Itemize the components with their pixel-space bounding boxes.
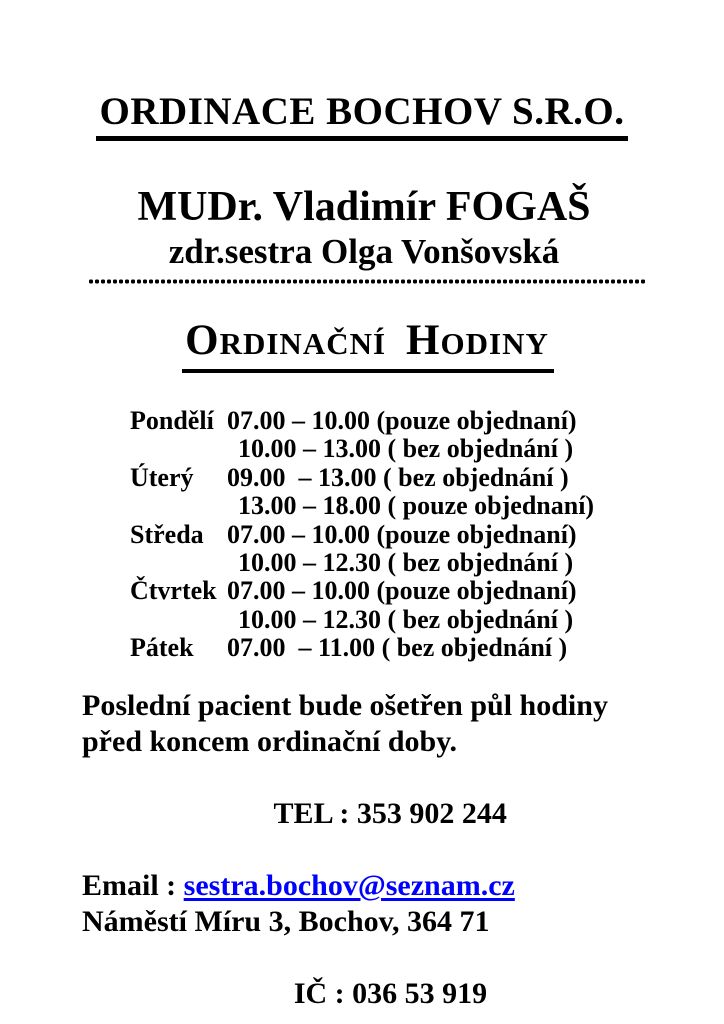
page-title: [0, 92, 724, 141]
hours-heading: [0, 317, 724, 373]
schedule-row: [130, 577, 594, 605]
schedule-day: Čtvrtek: [130, 576, 217, 606]
schedule-row: [130, 634, 594, 662]
hours-heading-text: [182, 317, 554, 373]
schedule-row: [130, 407, 594, 435]
doctor-name: MUDr. Vladimír FOGAŠ: [137, 184, 591, 230]
heading-part: H: [406, 317, 441, 364]
email-line: [82, 868, 642, 904]
heading-part: O: [185, 317, 220, 364]
footer: [82, 688, 642, 1024]
heading-part: ODINY: [440, 326, 549, 361]
schedule-row: [130, 521, 594, 549]
schedule-hours: 09.00 – 13.00 ( bez objednání ): [227, 462, 569, 492]
company-id-line: [82, 940, 642, 1024]
closing-note-line-2: před koncem ordinační doby.: [82, 725, 458, 758]
schedule-row: [130, 464, 594, 492]
schedule-day: [130, 606, 227, 634]
schedule-day: Úterý: [130, 462, 194, 492]
schedule-hours: 10.00 – 13.00 ( bez objednání ): [238, 434, 574, 464]
schedule-hours: 07.00 – 10.00 (pouze objednaní): [227, 576, 577, 606]
schedule-hours: 10.00 – 12.30 ( bez objednání ): [238, 548, 574, 578]
phone-line: [82, 760, 642, 868]
dotted-divider: [88, 277, 646, 286]
schedule-row: [130, 492, 594, 520]
heading-part: RDINAČNÍ: [219, 326, 387, 361]
schedule-day: [130, 549, 227, 577]
schedule-row: [130, 606, 594, 634]
schedule-hours: 07.00 – 10.00 (pouze objednaní): [227, 406, 577, 435]
page-title-text: ORDINACE BOCHOV S.R.O.: [96, 92, 629, 141]
schedule-day: [130, 492, 227, 520]
schedule-row: [130, 435, 594, 463]
company-id: IČ : 036 53 919: [293, 977, 488, 1010]
closing-note-line-1: Poslední pacient bude ošetřen půl hodiny: [82, 689, 608, 722]
schedule-day: Pondělí: [130, 406, 214, 435]
email-label: Email :: [82, 869, 184, 902]
phone-number: TEL : 353 902 244: [273, 797, 507, 830]
schedule-hours: 07.00 – 11.00 ( bez objednání ): [227, 633, 568, 663]
schedule-hours: 07.00 – 10.00 (pouze objednaní): [227, 519, 577, 549]
schedule-hours: 10.00 – 12.30 ( bez objednání ): [238, 604, 574, 634]
schedule-day: Středa: [130, 519, 204, 549]
schedule-day: Pátek: [130, 633, 194, 663]
email-link[interactable]: sestra.bochov@seznam.cz: [183, 869, 515, 902]
schedule: [130, 407, 594, 663]
schedule-row: [130, 549, 594, 577]
schedule-hours: 13.00 – 18.00 ( pouze objednaní): [238, 491, 595, 521]
nurse-name: zdr.sestra Olga Vonšovská: [168, 232, 560, 271]
address-line: Náměstí Míru 3, Bochov, 364 71: [82, 905, 490, 938]
schedule-day: [130, 435, 227, 463]
